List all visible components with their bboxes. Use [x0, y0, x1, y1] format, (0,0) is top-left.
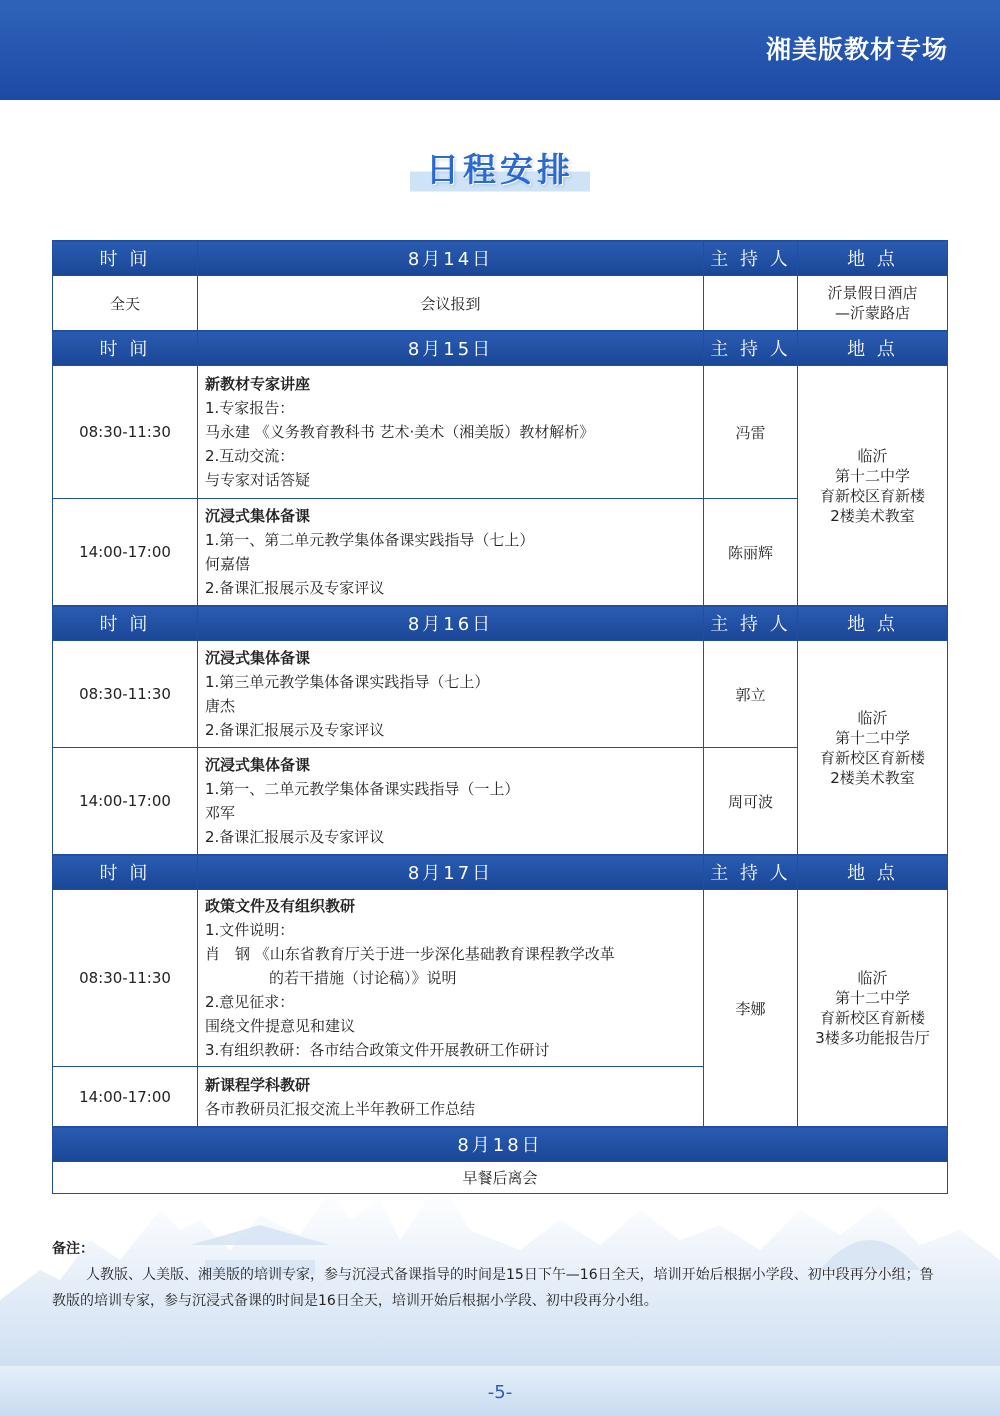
schedule-table	[52, 240, 948, 1194]
place-cell	[798, 890, 948, 1127]
header-row-aug15	[53, 331, 948, 366]
place-line: 第十二中学	[834, 466, 910, 485]
header-host: 主 持 人	[704, 331, 798, 366]
place-line: 2楼美术教室	[830, 506, 915, 525]
session-line: 何嘉僖	[205, 555, 251, 573]
place-line: 育新校区育新楼	[819, 748, 925, 767]
content-cell	[198, 1067, 704, 1127]
page-title: 日程安排	[410, 140, 590, 197]
session-line: 2.备课汇报展示及专家评议	[205, 828, 385, 846]
place-line: 临沂	[857, 969, 888, 987]
header-time: 时 间	[53, 855, 198, 890]
session-line: 3.有组织教研：各市结合政策文件开展教研工作研讨	[205, 1041, 550, 1059]
header-date: 8月17日	[198, 855, 704, 890]
session-line: 1.第一、二单元教学集体备课实践指导（一上）	[205, 780, 520, 798]
place-line: 2楼美术教室	[830, 768, 915, 787]
header-date: 8月14日	[198, 241, 704, 276]
remarks-heading: 备注：	[52, 1241, 94, 1257]
header-host: 主 持 人	[704, 855, 798, 890]
header-row-aug16	[53, 606, 948, 641]
time-cell: 14:00-17:00	[53, 1067, 198, 1127]
content-cell	[198, 366, 704, 499]
session-line: 各市教研员汇报交流上半年教研工作总结	[205, 1099, 476, 1118]
table-row	[53, 276, 948, 331]
header-place: 地 点	[798, 855, 948, 890]
time-cell: 14:00-17:00	[53, 499, 198, 606]
content-cell	[198, 499, 704, 606]
content-cell	[198, 641, 704, 748]
place-line: —沂蒙路店	[834, 304, 910, 322]
time-cell: 全天	[53, 276, 198, 331]
time-cell: 08:30-11:30	[53, 366, 198, 499]
session-title: 政策文件及有组织教研	[205, 897, 356, 915]
place-line: 第十二中学	[834, 989, 910, 1007]
header-host: 主 持 人	[704, 606, 798, 641]
session-title: 新教材专家讲座	[205, 375, 311, 393]
session-title: 沉浸式集体备课	[205, 649, 311, 667]
header-row-aug14	[53, 241, 948, 276]
place-line: 第十二中学	[834, 728, 910, 747]
host-cell: 李娜	[704, 890, 798, 1127]
table-row	[53, 890, 948, 1067]
header-time: 时 间	[53, 241, 198, 276]
session-line: 围绕文件提意见和建议	[205, 1017, 356, 1035]
content-cell: 会议报到	[198, 276, 704, 331]
header-time: 时 间	[53, 606, 198, 641]
session-line: 2.互动交流：	[205, 447, 295, 465]
table-row	[53, 366, 948, 499]
header-place: 地 点	[798, 241, 948, 276]
session-line: 2.备课汇报展示及专家评议	[205, 721, 385, 739]
session-line: 与专家对话答疑	[205, 471, 311, 489]
session-line: 2.备课汇报展示及专家评议	[205, 579, 385, 597]
header-row-aug18	[53, 1127, 948, 1162]
header-place: 地 点	[798, 331, 948, 366]
place-cell	[798, 276, 948, 331]
session-title: 新课程学科教研	[205, 1075, 311, 1094]
header-date: 8月16日	[198, 606, 704, 641]
host-cell: 陈丽辉	[704, 499, 798, 606]
remarks-text: 人教版、人美版、湘美版的培训专家，参与沉浸式备课指导的时间是15日下午—16日全天，培训开始后根据小学段、初中段再分小组；鲁教版的培训专家，参与沉浸式备课的时间是16日全天，培训开始后根据小学段、初中段再分小组。	[52, 1267, 934, 1309]
session-line: 的若干措施（讨论稿）》说明	[269, 969, 457, 987]
table-row	[53, 1162, 948, 1194]
session-line: 唐杰	[205, 697, 236, 715]
place-line: 3楼多功能报告厅	[815, 1029, 930, 1047]
session-line: 马永建 《义务教育教科书 艺术·美术（湘美版）教材解析》	[205, 423, 595, 441]
brand-title: 湘美版教材专场	[765, 35, 948, 64]
place-line: 沂景假日酒店	[827, 284, 918, 302]
session-title: 沉浸式集体备课	[205, 756, 311, 774]
remarks	[52, 1236, 947, 1314]
header-row-aug17	[53, 855, 948, 890]
page-number: -5-	[487, 1382, 513, 1403]
session-line: 1.第三单元教学集体备课实践指导（七上）	[205, 673, 490, 691]
header-time: 时 间	[53, 331, 198, 366]
session-line: 1.文件说明：	[205, 921, 295, 939]
header-date: 8月15日	[198, 331, 704, 366]
place-line: 临沂	[857, 446, 888, 465]
host-cell: 郭立	[704, 641, 798, 748]
session-line: 2.意见征求：	[205, 993, 295, 1011]
place-cell	[798, 641, 948, 855]
time-cell: 08:30-11:30	[53, 641, 198, 748]
place-line: 临沂	[857, 708, 888, 727]
session-line: 肖 钢 《山东省教育厅关于进一步深化基础教育课程教学改革	[205, 945, 615, 963]
page-title-wrap	[0, 140, 1000, 197]
table-row	[53, 641, 948, 748]
time-cell: 08:30-11:30	[53, 890, 198, 1067]
time-cell: 14:00-17:00	[53, 748, 198, 855]
header-date: 8月18日	[53, 1127, 948, 1162]
host-cell: 周可波	[704, 748, 798, 855]
session-line: 邓军	[205, 804, 236, 822]
session-line: 1.第一、第二单元教学集体备课实践指导（七上）	[205, 531, 535, 549]
session-line: 1.专家报告：	[205, 399, 295, 417]
place-line: 育新校区育新楼	[819, 1009, 925, 1027]
host-cell	[704, 276, 798, 331]
place-line: 育新校区育新楼	[819, 486, 925, 505]
place-cell	[798, 366, 948, 606]
header-place: 地 点	[798, 606, 948, 641]
header-bar	[0, 0, 1000, 100]
content-cell: 早餐后离会	[53, 1162, 948, 1194]
header-host: 主 持 人	[704, 241, 798, 276]
host-cell: 冯雷	[704, 366, 798, 499]
content-cell	[198, 890, 704, 1067]
session-title: 沉浸式集体备课	[205, 507, 311, 525]
content-cell	[198, 748, 704, 855]
